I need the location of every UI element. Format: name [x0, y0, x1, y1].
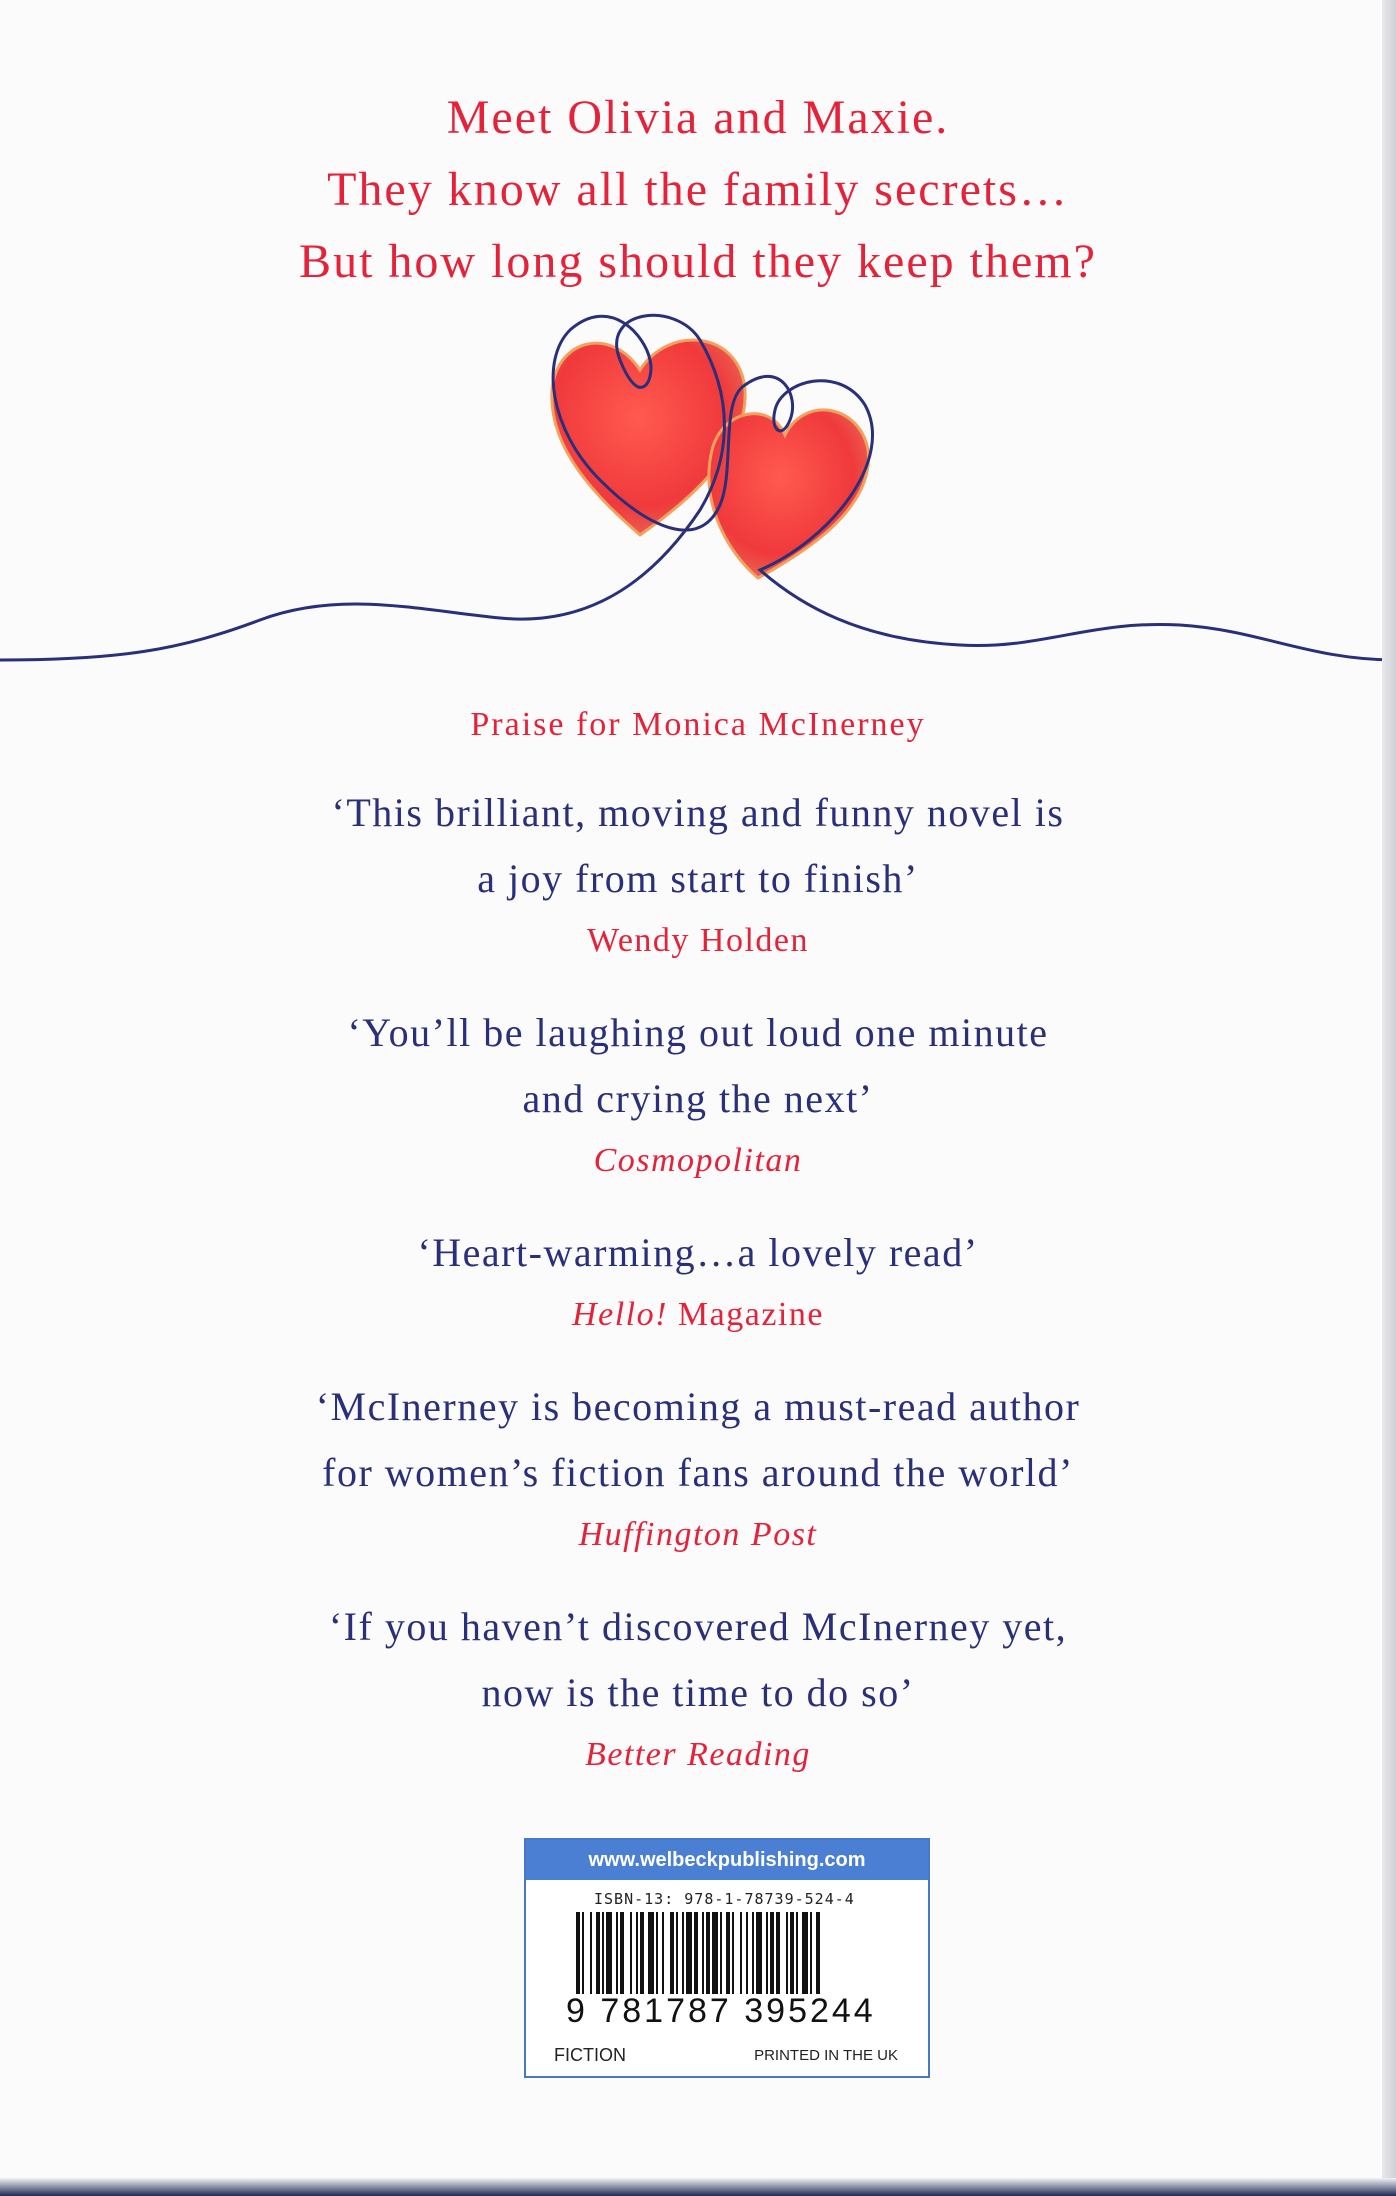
- barcode-bar: [662, 1912, 664, 1994]
- quote-source-name: Hello!: [572, 1296, 668, 1333]
- barcode-icon: [576, 1912, 876, 1994]
- barcode-bar: [746, 1912, 748, 1994]
- barcode-bar: [752, 1912, 754, 1994]
- quote-line: for women’s fiction fans around the world’: [322, 1450, 1074, 1495]
- barcode-panel: [524, 1838, 930, 2078]
- praise-heading: Praise for Monica McInerney: [470, 706, 926, 743]
- quote-line: ‘You’ll be laughing out loud one minute: [347, 1010, 1049, 1055]
- barcode-bar: [810, 1912, 812, 1994]
- barcode-bar: [796, 1912, 798, 1994]
- quote-line: a joy from start to finish’: [477, 856, 919, 901]
- barcode-bar: [694, 1912, 698, 1994]
- barcode-bar: [790, 1912, 794, 1994]
- bottom-edge: [0, 2178, 1396, 2196]
- barcode-bar: [816, 1912, 820, 1994]
- category-label: FICTION: [554, 2045, 626, 2065]
- quote-line: ‘McInerney is becoming a must-read author: [315, 1384, 1081, 1429]
- barcode-bar: [620, 1912, 624, 1994]
- barcode-bar: [640, 1912, 644, 1994]
- barcode-bar: [656, 1912, 658, 1994]
- tagline-line-2: They know all the family secrets…: [327, 163, 1069, 216]
- barcode-bar: [720, 1912, 722, 1994]
- quote-item: [0, 780, 1396, 970]
- barcode-bar: [682, 1912, 684, 1994]
- barcode-bar: [712, 1912, 718, 1994]
- barcode-bar: [636, 1912, 638, 1994]
- barcode-bar: [770, 1912, 774, 1994]
- barcode-bar: [590, 1912, 592, 1994]
- barcode-bar: [670, 1912, 674, 1994]
- barcode-bar: [602, 1912, 604, 1994]
- tagline-line-3: But how long should they keep them?: [299, 235, 1097, 288]
- barcode-bar: [616, 1912, 618, 1994]
- barcode-bar: [732, 1912, 734, 1994]
- quotes-list: [0, 780, 1396, 1814]
- quote-source: Huffington Post: [578, 1516, 818, 1553]
- isbn-label: ISBN-13: 978-1-78739-524-4: [594, 1890, 855, 1908]
- barcode-bar: [740, 1912, 742, 1994]
- barcode-bar: [776, 1912, 780, 1994]
- tagline-line-1: Meet Olivia and Maxie.: [446, 91, 950, 144]
- barcode-bar: [596, 1912, 600, 1994]
- barcode-bar: [766, 1912, 768, 1994]
- barcode-bar: [726, 1912, 730, 1994]
- quote-item: [0, 1594, 1396, 1784]
- quote-line: ‘Heart-warming…a lovely read’: [417, 1230, 979, 1275]
- barcode-digits: 9 781787 395244: [566, 1992, 876, 2030]
- quote-item: [0, 1220, 1396, 1344]
- publisher-website[interactable]: www.welbeckpublishing.com: [526, 1840, 928, 1880]
- barcode-bar: [786, 1912, 788, 1994]
- quote-source: Wendy Holden: [586, 922, 810, 959]
- printed-label: PRINTED IN THE UK: [754, 2047, 898, 2064]
- barcode-bar: [630, 1912, 632, 1994]
- quote-item: [0, 1374, 1396, 1564]
- barcode-bar: [606, 1912, 612, 1994]
- tagline: [0, 82, 1396, 298]
- barcode-bar: [686, 1912, 692, 1994]
- quote-source: Better Reading: [585, 1736, 811, 1773]
- barcode-bar: [648, 1912, 654, 1994]
- quote-source: Cosmopolitan: [593, 1142, 803, 1179]
- barcode-bar: [702, 1912, 704, 1994]
- right-heart-shape: [709, 410, 869, 578]
- barcode-bar: [676, 1912, 678, 1994]
- barcode-bar: [756, 1912, 762, 1994]
- barcode-bar: [582, 1912, 584, 1994]
- barcode-bar: [576, 1912, 580, 1994]
- quote-line: and crying the next’: [522, 1076, 874, 1121]
- barcode-bar: [706, 1912, 710, 1994]
- quote-source-suffix: Magazine: [677, 1296, 824, 1333]
- quote-line: now is the time to do so’: [481, 1670, 915, 1715]
- quote-source: [0, 1286, 1396, 1344]
- spine-edge: [1382, 0, 1396, 2196]
- quote-line: ‘If you haven’t discovered McInerney yet,: [328, 1604, 1068, 1649]
- two-hearts-icon: [0, 300, 1396, 680]
- quote-item: [0, 1000, 1396, 1190]
- quote-line: ‘This brilliant, moving and funny novel is: [331, 790, 1065, 835]
- barcode-bar: [802, 1912, 808, 1994]
